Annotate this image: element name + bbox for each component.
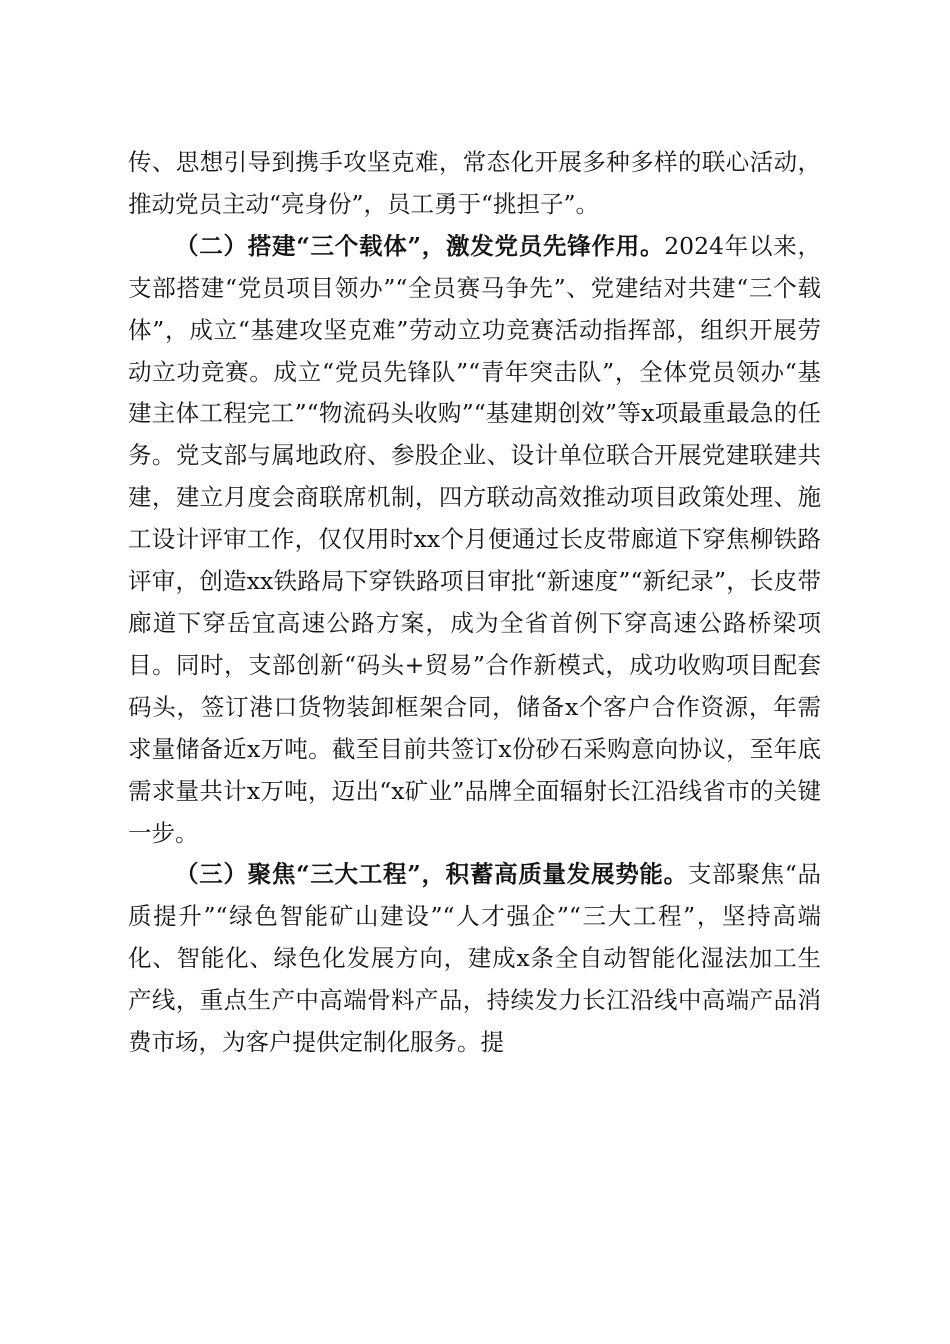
section-heading-3: （三）聚焦“三大工程”，积蓄高质量发展势能。	[175, 860, 688, 889]
paragraph-section-3	[128, 854, 821, 1064]
section-heading-2: （二）搭建“三个载体”，激发党员先锋作用。	[175, 231, 665, 260]
paragraph-text: 传、思想引导到携手攻坚克难，常态化开展多种多样的联心活动，推动党员主动“亮身份”，员工勇于“挑担子”。	[128, 148, 821, 218]
paragraph-text: 2024年以来，支部搭建“党员项目领办”“全员赛马争先”、党建结对共建“三个载体”，成立“基建攻坚克难”劳动立功竞赛活动指挥部，组织开展劳动立功竞赛。成立“党员先锋队”“青年突击队”，全体党员领办“基建主体工程完工”“物流码头收购”“基建期创效”等x项最重最急的任务。党支部与属地政府、参股企业、设计单位联合开展党建联建共建，建立月度会商联席机制，四方联动高效推动项目政策处理、施工设计评审工作，仅仅用时xx个月便通过长皮带廊道下穿焦柳铁路评审，创造xx铁路局下穿铁路项目审批“新速度”“新纪录”，长皮带廊道下穿岳宜高速公路方案，成为全省首例下穿高速公路桥梁项目。同时，支部创新“码头+贸易”合作新模式，成功收购项目配套码头，签订港口货物装卸框架合同，储备x个客户合作资源，年需求量储备近x万吨。截至目前共签订x份砂石采购意向协议，至年底需求量共计x万吨，迈出“x矿业”品牌全面辐射长江沿线省市的关键一步。	[128, 231, 821, 847]
paragraph-section-2	[128, 226, 821, 855]
document-body	[128, 142, 821, 1064]
paragraph-text: 支部聚焦“品质提升”“绿色智能矿山建设”“人才强企”“三大工程”，坚持高端化、智能化、绿色化发展方向，建成x条全自动智能化湿法加工生产线，重点生产中高端骨料产品，持续发力长江沿线中高端产品消费市场，为客户提供定制化服务。提	[128, 860, 821, 1057]
paragraph-continuation	[128, 142, 821, 226]
